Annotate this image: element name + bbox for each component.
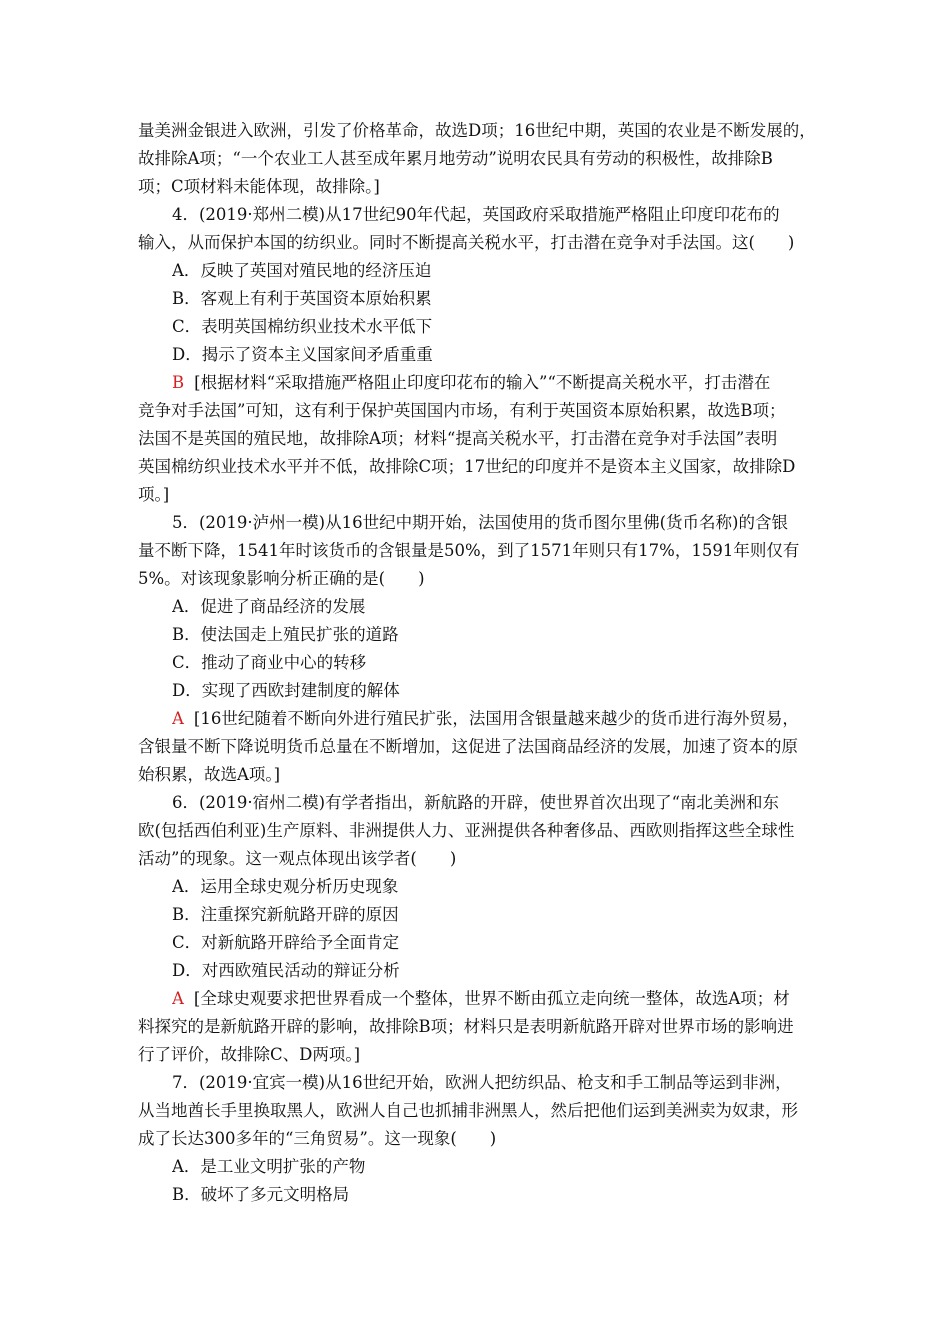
question-4-explanation	[172, 369, 828, 397]
prev-explanation-line: 项；C项材料未能体现，故排除。]	[138, 177, 380, 196]
question-6-answer: A	[172, 989, 184, 1008]
question-5-explanation	[172, 705, 828, 733]
question-6-explanation: 料探究的是新航路开辟的影响，故排除B项；材料只是表明新航路开辟对世界市场的影响进	[138, 1017, 794, 1036]
question-5-explanation: 含银量不断下降说明货币总量在不断增加，这促进了法国商品经济的发展，加速了资本的原	[138, 737, 798, 756]
question-6-option-b: B．注重探究新航路开辟的原因	[172, 905, 399, 924]
question-5-option-c: C．推动了商业中心的转移	[172, 653, 367, 672]
question-4-option-a: A．反映了英国对殖民地的经济压迫	[172, 261, 432, 280]
question-4-explanation-text: [根据材料“采取措施严格阻止印度印花布的输入”“不断提高关税水平，打击潜在	[194, 373, 771, 392]
question-6-explanation-text: [全球史观要求把世界看成一个整体，世界不断由孤立走向统一整体，故选A项；材	[193, 989, 790, 1008]
question-6-option-a: A．运用全球史观分析历史现象	[172, 877, 399, 896]
question-5-explanation: 始积累，故选A项。]	[138, 765, 281, 784]
question-6-explanation	[172, 985, 828, 1013]
question-6-stem: 6．(2019·宿州二模)有学者指出，新航路的开辟，使世界首次出现了“南北美洲和东	[172, 793, 780, 812]
question-5-explanation-text: [16世纪随着不断向外进行殖民扩张，法国用含银量越来越少的货币进行海外贸易，	[193, 709, 799, 728]
question-4-explanation: 法国不是英国的殖民地，故排除A项；材料“提高关税水平，打击潜在竞争对手法国”表明	[138, 429, 778, 448]
question-4-option-d: D．揭示了资本主义国家间矛盾重重	[172, 345, 433, 364]
question-4-explanation: 项。]	[138, 485, 170, 504]
question-5-stem: 5%。对该现象影响分析正确的是( )	[138, 569, 425, 588]
question-6-option-c: C．对新航路开辟给予全面肯定	[172, 933, 400, 952]
question-4-option-c: C．表明英国棉纺织业技术水平低下	[172, 317, 433, 336]
question-4-option-b: B．客观上有利于英国资本原始积累	[172, 289, 432, 308]
question-4-answer: B	[172, 373, 185, 392]
question-7-stem: 从当地酋长手里换取黑人，欧洲人自己也抓捕非洲黑人，然后把他们运到美洲卖为奴隶，形	[138, 1101, 798, 1120]
question-6-stem: 活动”的现象。这一观点体现出该学者( )	[138, 849, 457, 868]
question-5-option-d: D．实现了西欧封建制度的解体	[172, 681, 400, 700]
question-5-stem: 量不断下降，1541年时该货币的含银量是50%，到了1571年则只有17%，1591年则仅有	[138, 541, 800, 560]
question-6-explanation: 行了评价，故排除C、D两项。]	[138, 1045, 361, 1064]
question-7-option-b: B．破坏了多元文明格局	[172, 1185, 350, 1204]
question-4-explanation: 竞争对手法国”可知，这有利于保护英国国内市场，有利于英国资本原始积累，故选B项；	[138, 401, 786, 420]
question-6-option-d: D．对西欧殖民活动的辩证分析	[172, 961, 400, 980]
question-7-stem: 7．(2019·宜宾一模)从16世纪开始，欧洲人把纺织品、枪支和手工制品等运到非洲，	[172, 1073, 792, 1092]
question-5-stem: 5．(2019·泸州一模)从16世纪中期开始，法国使用的货币图尔里佛(货币名称)的含银	[172, 513, 788, 532]
question-6-stem: 欧(包括西伯利亚)生产原料、非洲提供人力、亚洲提供各种奢侈品、西欧则指挥这些全球性	[138, 821, 795, 840]
question-4-stem: 输入，从而保护本国的纺织业。同时不断提高关税水平，打击潜在竞争对手法国。这( )	[138, 233, 795, 252]
question-5-option-a: A．促进了商品经济的发展	[172, 597, 366, 616]
question-7-stem: 成了长达300多年的“三角贸易”。这一现象( )	[138, 1129, 497, 1148]
question-7-option-a: A．是工业文明扩张的产物	[172, 1157, 366, 1176]
prev-explanation-line: 量美洲金银进入欧洲，引发了价格革命，故选D项；16世纪中期，英国的农业是不断发展的，	[138, 121, 816, 140]
question-5-answer: A	[172, 709, 184, 728]
question-4-explanation: 英国棉纺织业技术水平并不低，故排除C项；17世纪的印度并不是资本主义国家，故排除D	[138, 457, 796, 476]
question-4-stem: 4．(2019·郑州二模)从17世纪90年代起，英国政府采取措施严格阻止印度印花布的	[172, 205, 780, 224]
question-5-option-b: B．使法国走上殖民扩张的道路	[172, 625, 399, 644]
prev-explanation-line: 故排除A项；“一个农业工人甚至成年累月地劳动”说明农民具有劳动的积极性，故排除B	[138, 149, 773, 168]
